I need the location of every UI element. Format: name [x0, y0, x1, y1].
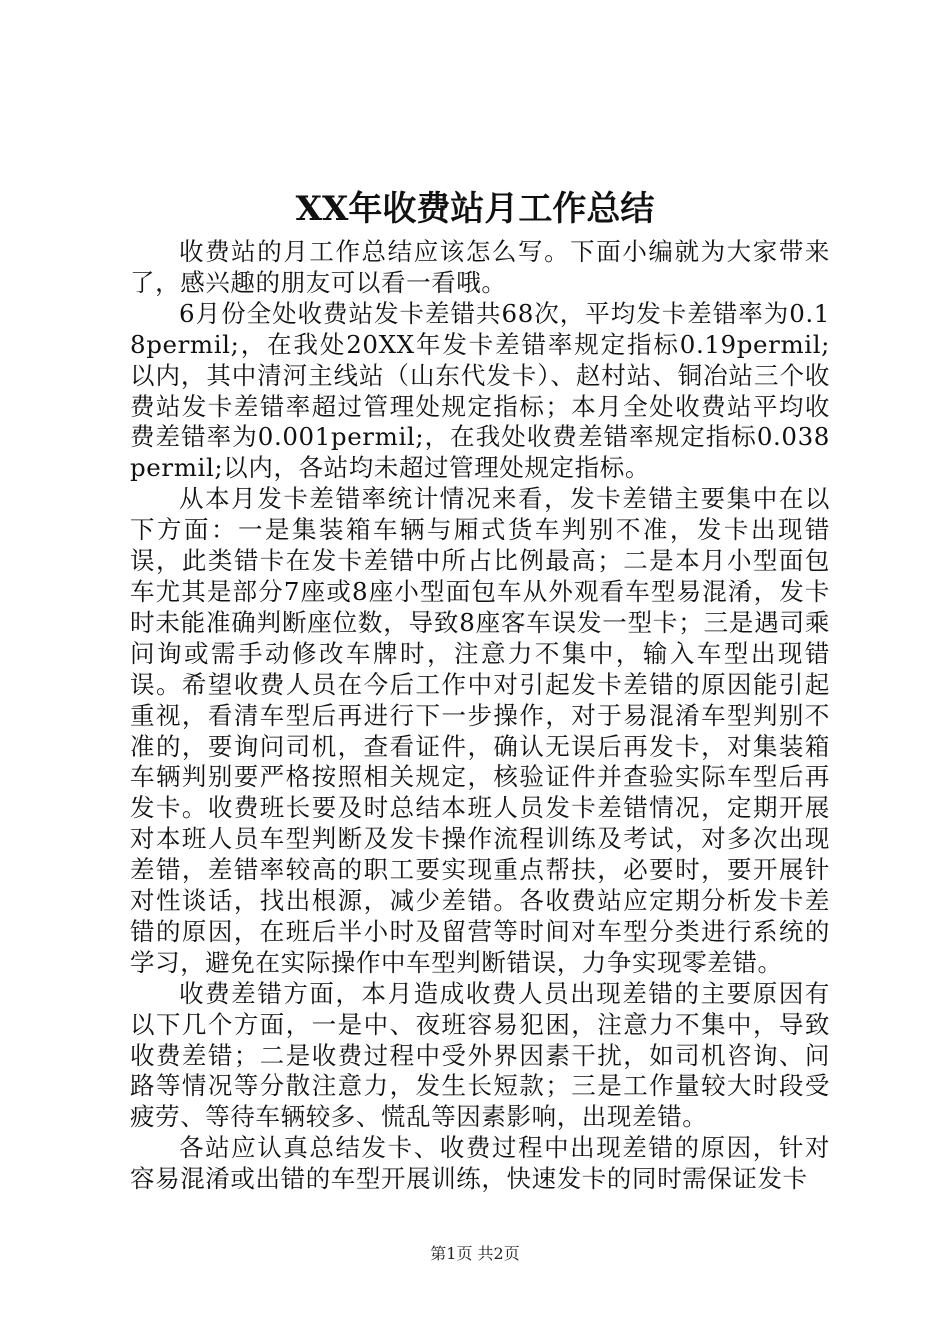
paragraph-toll-errors: 收费差错方面，本月造成收费人员出现差错的主要原因有以下几个方面，一是中、夜班容易犯困，注意力不集中，导致收费差错；二是收费过程中受外界因素干扰，如司机咨询、问路等情况等分散注意力，发生长短款；三是工作量较大时段受疲劳、等待车辆较多、慌乱等因素影响，出现差错。: [130, 978, 830, 1132]
paragraph-statistics: 6月份全处收费站发卡差错共68次，平均发卡差错率为0.18permil;，在我处20XX年发卡差错率规定指标0.19permil;以内，其中清河主线站（山东代发卡）、赵村站、铜冶站三个收费站发卡差错率超过管理处规定指标；本月全处收费站平均收费差错率为0.001permil;，在我处收费差错率规定指标0.038permil;以内，各站均未超过管理处规定指标。: [130, 298, 830, 483]
paragraph-card-errors: 从本月发卡差错率统计情况来看，发卡差错主要集中在以下方面：一是集装箱车辆与厢式货车判别不准，发卡出现错误，此类错卡在发卡差错中所占比例最高；二是本月小型面包车尤其是部分7座或8座小型面包车从外观看车型易混淆，发卡时未能准确判断座位数，导致8座客车误发一型卡；三是遇司乘问询或需手动修改车牌时，注意力不集中，输入车型出现错误。希望收费人员在今后工作中对引起发卡差错的原因能引起重视，看清车型后再进行下一步操作，对于易混淆车型判别不准的，要询问司机，查看证件，确认无误后再发卡，对集装箱车辆判别要严格按照相关规定，核验证件并查验实际车型后再发卡。收费班长要及时总结本班人员发卡差错情况，定期开展对本班人员车型判断及发卡操作流程训练及考试，对多次出现差错，差错率较高的职工要实现重点帮扶，必要时，要开展针对性谈话，找出根源，减少差错。各收费站应定期分析发卡差错的原因，在班后半小时及留营等时间对车型分类进行系统的学习，避免在实际操作中车型判断错误，力争实现零差错。: [130, 484, 830, 977]
paragraph-intro: 收费站的月工作总结应该怎么写。下面小编就为大家带来了，感兴趣的朋友可以看一看哦。: [130, 237, 830, 297]
page-number-footer: 第1页 共2页: [430, 1244, 520, 1263]
paragraph-measures: 各站应认真总结发卡、收费过程中出现差错的原因，针对容易混淆或出错的车型开展训练，快速发卡的同时需保证发卡: [130, 1133, 830, 1194]
document-title: XX年收费站月工作总结: [295, 189, 655, 229]
document-body: [130, 237, 830, 1195]
